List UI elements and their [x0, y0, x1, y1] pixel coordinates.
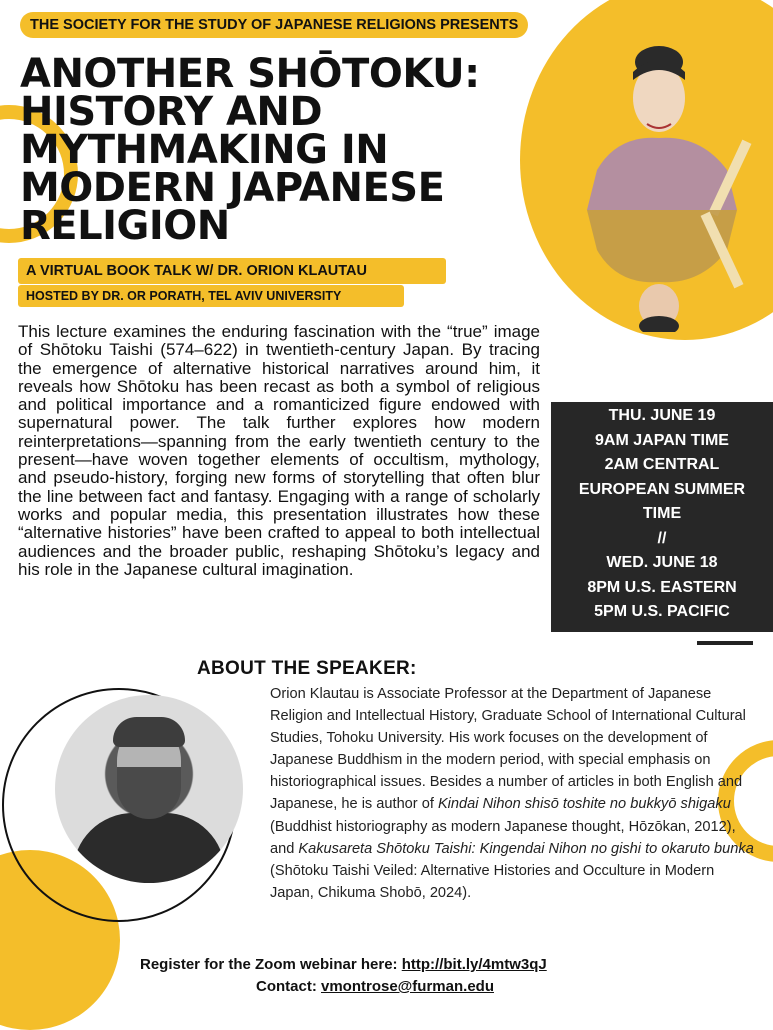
title-line: MYTHMAKING IN [20, 127, 389, 173]
contact-line [256, 978, 494, 995]
book-title: Kindai Nihon shisō toshite no bukkyō shigaku [437, 796, 731, 813]
schedule-line: // [657, 529, 667, 547]
register-line [140, 956, 547, 973]
speaker-photo [55, 695, 243, 883]
title-line: MODERN JAPANESE [20, 165, 445, 211]
schedule-line: THU. JUNE 19 [608, 407, 716, 424]
event-title [20, 51, 530, 249]
schedule-line: 5PM U.S. PACIFIC [594, 603, 730, 620]
title-line: ANOTHER SHŌTOKU: [20, 51, 480, 97]
schedule-line: EUROPEAN SUMMER [578, 480, 746, 498]
shotoku-portrait-illustration [577, 20, 767, 332]
talk-subtitle: A VIRTUAL BOOK TALK W/ DR. ORION KLAUTAU [18, 258, 446, 284]
divider [697, 641, 753, 645]
title-line: HISTORY AND [20, 89, 323, 135]
schedule-line: 2AM CENTRAL [604, 456, 720, 473]
schedule-line: WED. JUNE 18 [606, 554, 718, 571]
speaker-bio [270, 683, 760, 904]
register-label: Register for the Zoom webinar here: [140, 956, 398, 973]
title-line: RELIGION [20, 203, 230, 249]
bio-text: (Buddhist historiography as modern Japanese thought, Hōzōkan, 2012), and [270, 818, 736, 857]
schedule-line: 9AM JAPAN TIME [595, 431, 729, 449]
contact-label: Contact: [256, 978, 317, 995]
register-link[interactable]: http://bit.ly/4mtw3qJ [401, 956, 547, 973]
about-speaker-heading: ABOUT THE SPEAKER: [197, 658, 417, 679]
host-subtitle: HOSTED BY DR. OR PORATH, TEL AVIV UNIVERSITY [18, 285, 404, 307]
schedule-box [551, 402, 773, 632]
bio-text: (Shōtoku Taishi Veiled: Alternative Histories and Occulture in Modern Japan, Chikuma Shobō, 2024). [270, 862, 715, 901]
contact-email-link[interactable]: vmontrose@furman.edu [321, 978, 494, 995]
book-title: Kakusareta Shōtoku Taishi: Kingendai Nihon no gishi to okaruto bunka [298, 840, 754, 857]
bio-text: Orion Klautau is Associate Professor at the Department of Japanese Religion and Intellectual History, Graduate School of International Cultural Studies, Tohoku University. His work focuses on the development of Japanese Buddhism in the modern period, with special emphasis on historiographical issues. Besides a number of articles in both English and Japanese, he is author of [270, 686, 746, 813]
schedule-line: TIME [642, 505, 682, 522]
presenter-banner: THE SOCIETY FOR THE STUDY OF JAPANESE RELIGIONS PRESENTS [20, 12, 528, 38]
lecture-abstract: This lecture examines the enduring fascination with the “true” image of Shōtoku Taishi (574–622) in twentieth-century Japan. By tracing the emergence of alternative historical narratives around him, it reveals how Shōtoku has been recast as both a symbol of religious and political importance and a romanticized figure endowed with supernatural power. The talk further explores how modern reinterpretations—spanning from the early twentieth century to the present—have woven together elements of occultism, mythology, and pseudo-history, forging new forms of storytelling that often blur the line between fact and fantasy. Engaging with a range of scholarly works and popular media, this presentation illustrates how these “alternative histories” have been crafted to appeal to both intellectual audiences and the broader public, reshaping Shōtoku’s legacy and his role in the Japanese cultural imagination. [18, 322, 540, 579]
schedule-line: 8PM U.S. EASTERN [587, 578, 737, 596]
